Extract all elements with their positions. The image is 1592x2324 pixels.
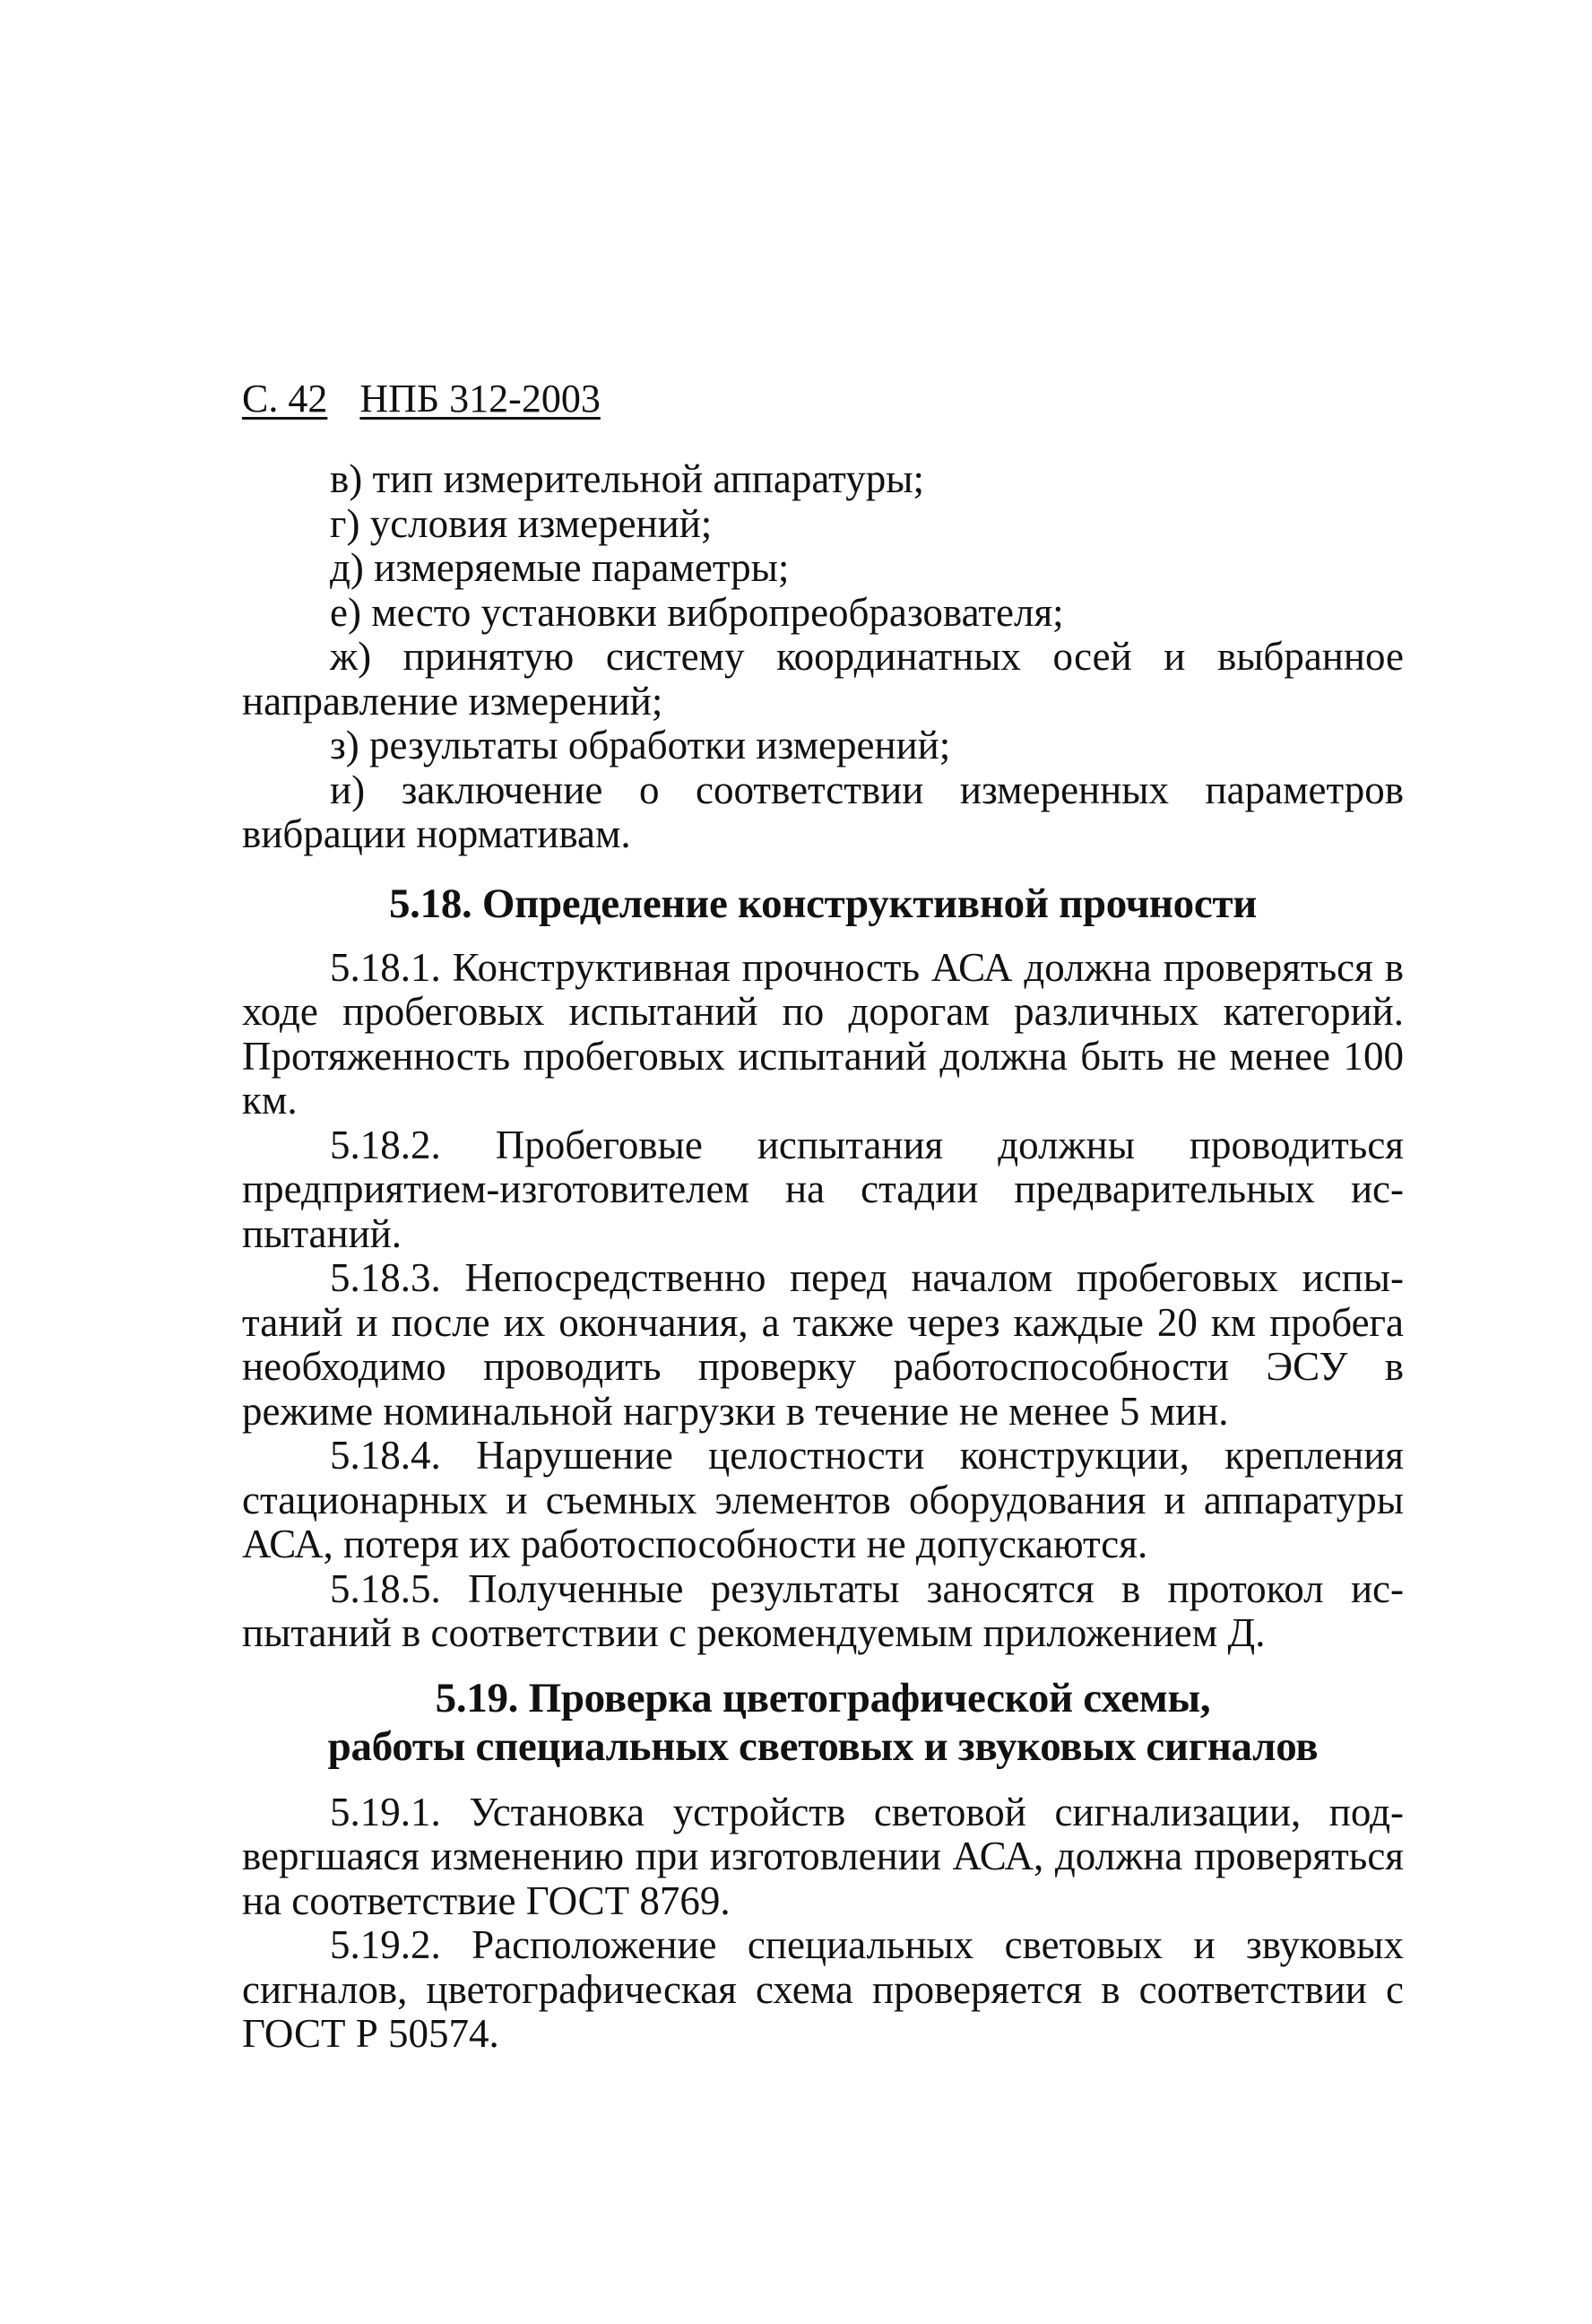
list-item: г) условия измерений; bbox=[330, 500, 713, 546]
list-item: е) место установки вибропреобразователя; bbox=[330, 589, 1064, 635]
section-5-19-heading bbox=[242, 1674, 1404, 1771]
document-code: НПБ 312-2003 bbox=[359, 377, 601, 421]
paragraph-5-19-2: 5.19.2. Расположение специальных световых и звуковых сигналов, цветографическая схема проверяется в соответствии с ГОСТ Р 50574. bbox=[242, 1922, 1404, 2056]
paragraph-5-18-3: 5.18.3. Непосредственно перед началом пробеговых испытаний и после их окончания, а также через каждые 20 км пробега необходимо проводить проверку работоспособности ЭСУ в режиме номинальной нагрузки в течение не менее 5 мин. bbox=[242, 1255, 1404, 1434]
list-item: и) заключение о соответствии измеренных параметров вибрации нормативам. bbox=[242, 767, 1404, 856]
paragraph-5-19-1: 5.19.1. Установка устройств световой сигнализации, подвергшаяся изменению при изготовлении АСА, должна проверяться на соответствие ГОСТ 8769. bbox=[242, 1789, 1404, 1923]
paragraph-5-18-5: 5.18.5. Полученные результаты заносятся в протокол испытаний в соответствии с рекомендуемым приложением Д. bbox=[242, 1565, 1404, 1655]
page-header bbox=[242, 377, 601, 421]
paragraph-5-18-2: 5.18.2. Пробеговые испытания должны проводиться предприятием-изготовителем на стадии предварительных испытаний. bbox=[242, 1122, 1404, 1256]
section-5-19-heading-line1: 5.19. Проверка цветографической схемы, bbox=[435, 1674, 1211, 1721]
document-body bbox=[242, 457, 1404, 2057]
list-item: д) измеряемые параметры; bbox=[330, 545, 790, 590]
list-item: ж) принятую систему координатных осей и выбранное направление измерений; bbox=[242, 634, 1404, 724]
section-5-19-heading-line2: работы специальных световых и звуковых сигналов bbox=[327, 1722, 1319, 1770]
paragraph-5-18-4: 5.18.4. Нарушение целостности конструкции, крепления стационарных и съемных элементов оборудования и аппаратуры АСА, потеря их работоспособности не допускаются. bbox=[242, 1433, 1404, 1566]
section-5-18-heading: 5.18. Определение конструктивной прочности bbox=[388, 880, 1258, 927]
paragraph-5-18-1: 5.18.1. Конструктивная прочность АСА должна проверяться в ходе пробеговых испытаний по дорогам различных категорий. Протяженность пробеговых испытаний должна быть не менее 100 км. bbox=[242, 944, 1404, 1123]
list-item: в) тип измерительной аппаратуры; bbox=[330, 456, 924, 501]
page-number: С. 42 bbox=[242, 377, 328, 421]
list-item: з) результаты обработки измерений; bbox=[330, 723, 951, 767]
